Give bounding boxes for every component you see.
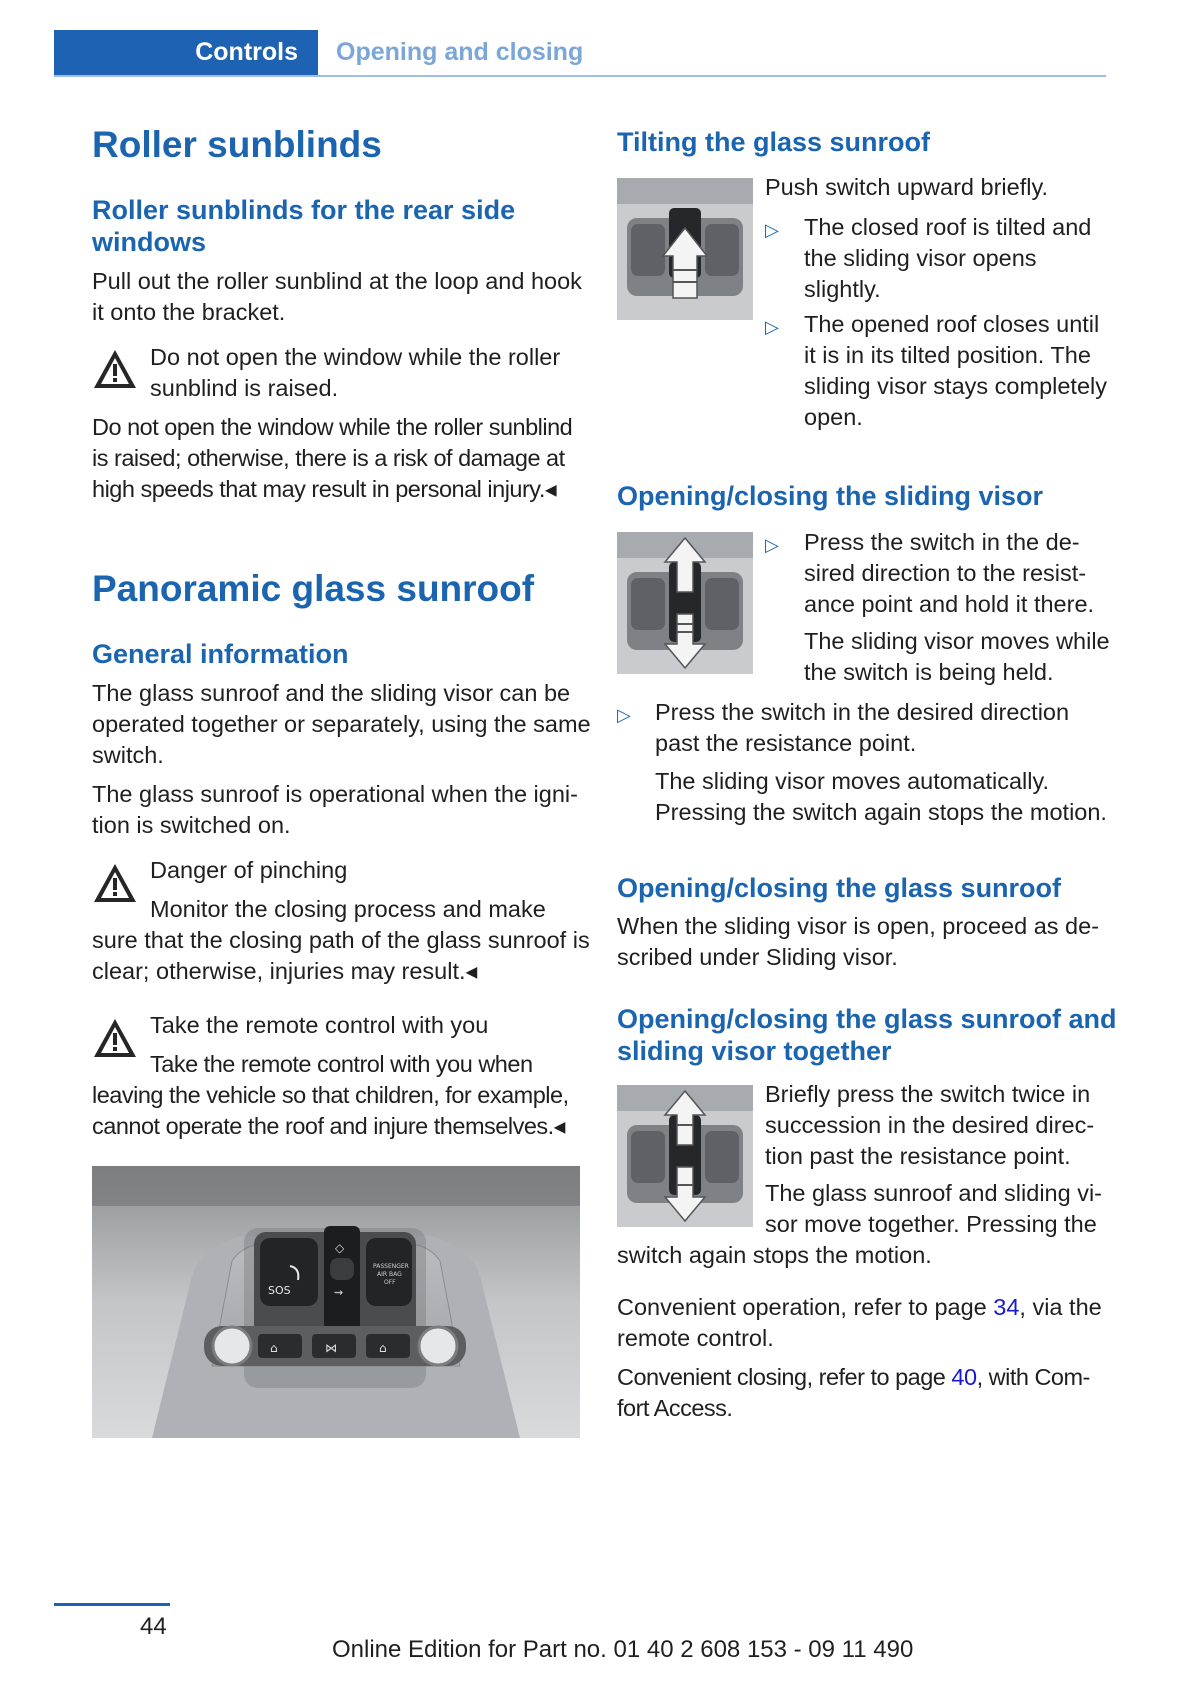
bullet-icon: ▷ xyxy=(765,535,779,555)
general-info-paragraph-1: The glass sunroof and the sliding visor can be operated together or separately, using the same switch. xyxy=(92,680,591,768)
roller-instructions: Pull out the roller sunblind at the loop and hook it onto the bracket. xyxy=(92,268,582,325)
convenient-operation-paragraph: Convenient operation, refer to page 34, via the remote control. xyxy=(617,1294,1102,1351)
sliding-visor-heading: Opening/closing the sliding visor xyxy=(617,481,1044,511)
visor-bullet-1: Press the switch in the de- sired direction to the resist- ance point and hold it there. xyxy=(804,529,1095,617)
footer-rule xyxy=(54,1603,170,1606)
warning-roller-title: Do not open the window while the roller sunblind is raised. xyxy=(150,344,561,401)
glass-sunroof-heading: Opening/closing the glass sunroof xyxy=(617,873,1062,903)
panoramic-sunroof-heading: Panoramic glass sunroof xyxy=(92,568,535,609)
page-link-34[interactable]: 34 xyxy=(993,1294,1020,1320)
warning-roller-body: Do not open the window while the roller sunblind is raised; otherwise, there is a risk of damage at high speeds that may result in personal injury.◂ xyxy=(92,414,573,502)
roller-sunblinds-heading: Roller sunblinds xyxy=(92,124,382,165)
page-link-40[interactable]: 40 xyxy=(951,1364,977,1390)
bullet-icon: ▷ xyxy=(765,317,779,337)
warning-pinching-title: Danger of pinching xyxy=(150,857,348,883)
visor-bullet-2-note: The sliding visor moves automatically. Pressing the switch again stops the motion. xyxy=(655,768,1107,825)
header-subsection-label: Opening and closing xyxy=(336,38,584,66)
together-paragraph-2: The glass sunroof and sliding vi- sor move together. Pressing the switch again stops the motion. xyxy=(617,1180,1103,1268)
header-section-tab: Controls xyxy=(54,30,318,76)
convenient-closing-paragraph: Convenient closing, refer to page 40, with Com- fort Access. xyxy=(617,1364,1090,1421)
svg-text:◇: ◇ xyxy=(335,1241,345,1255)
visor-bullet-2: Press the switch in the desired direction past the resistance point. xyxy=(655,699,1070,756)
bullet-icon: ▷ xyxy=(765,220,779,240)
header-rule xyxy=(54,75,1106,77)
footer-edition-text: Online Edition for Part no. 01 40 2 608 153 - 09 11 490 xyxy=(332,1636,914,1663)
tilting-sunroof-heading: Tilting the glass sunroof xyxy=(617,127,931,157)
tilt-intro: Push switch upward briefly. xyxy=(765,174,1048,200)
svg-text:⌂: ⌂ xyxy=(270,1341,278,1355)
switch-tilt-illustration xyxy=(617,178,753,320)
tilt-bullet-2: The opened roof closes until it is in its tilted position. The sliding visor stays completely open. xyxy=(804,311,1107,430)
glass-sunroof-paragraph: When the sliding visor is open, proceed as de- scribed under Sliding visor. xyxy=(617,913,1100,970)
switch-slide-illustration xyxy=(617,532,753,674)
visor-bullet-1-note: The sliding visor moves while the switch is being held. xyxy=(804,628,1110,685)
overhead-console-photo xyxy=(92,1166,580,1438)
tilt-bullet-1: The closed roof is tilted and the sliding visor opens slightly. xyxy=(804,214,1092,302)
warning-remote-body: Take the remote control with you when leaving the vehicle so that children, for example, cannot operate the roof and injure themselves.◂ xyxy=(92,1051,569,1139)
general-information-heading: General information xyxy=(92,639,349,669)
warning-pinching-body: Monitor the closing process and make sure that the closing path of the glass sunroof is clear; otherwise, injuries may result.◂ xyxy=(92,896,590,984)
roller-rear-windows-heading: Roller sunblinds for the rear side windows xyxy=(92,195,516,257)
warning-triangle-icon xyxy=(92,346,138,392)
bullet-icon: ▷ xyxy=(617,705,631,725)
svg-text:OFF: OFF xyxy=(384,1279,396,1286)
page-number: 44 xyxy=(140,1613,167,1640)
svg-text:⇝: ⇝ xyxy=(334,1286,344,1299)
sos-label: SOS xyxy=(268,1284,291,1297)
together-paragraph-1: Briefly press the switch twice in succession in the desired direc- tion past the resistance point. xyxy=(765,1081,1095,1169)
passenger-airbag-label: PASSENGER xyxy=(373,1263,409,1270)
svg-text:⋈: ⋈ xyxy=(325,1341,337,1355)
svg-text:⌂: ⌂ xyxy=(379,1341,387,1355)
sunroof-visor-together-heading: Opening/closing the glass sunroof and sliding visor together xyxy=(617,1004,1117,1066)
general-info-paragraph-2: The glass sunroof is operational when the igni- tion is switched on. xyxy=(92,781,578,838)
svg-text:AIR BAG: AIR BAG xyxy=(377,1271,402,1278)
warning-remote-title: Take the remote control with you xyxy=(150,1012,489,1038)
